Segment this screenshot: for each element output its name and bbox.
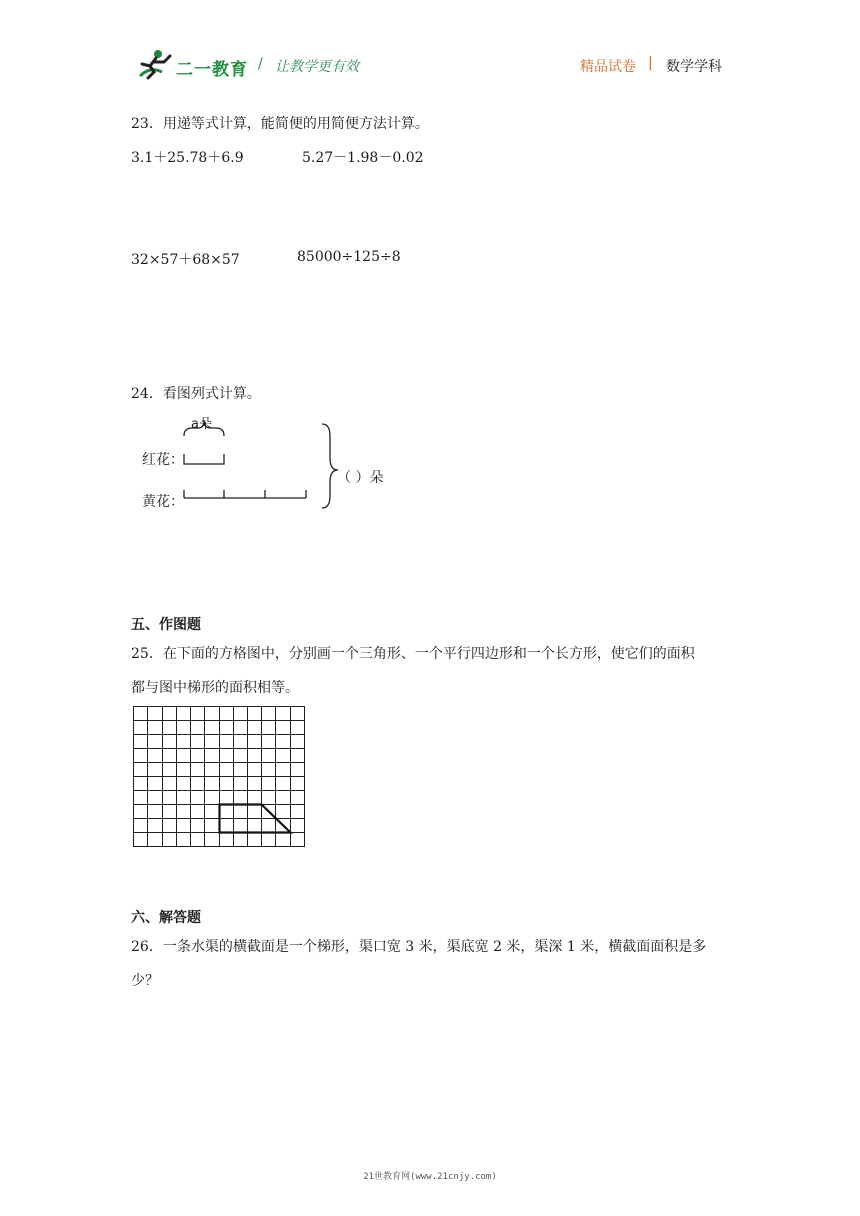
q23-expr-1: 3.1＋25.78＋6.9 — [131, 150, 244, 166]
q25-square-grid — [132, 706, 308, 854]
header-separator: | — [648, 55, 653, 71]
q26-line-1: 26．一条水渠的横截面是一个梯形，渠口宽 3 米，渠底宽 2 米，渠深 1 米，横截面面积是多 — [131, 939, 707, 955]
total-right-brace — [322, 424, 338, 508]
q23-expr-3: 32×57＋68×57 — [131, 252, 240, 268]
slogan: 让教学更有效 — [275, 59, 359, 75]
q23-prompt: 23．用递等式计算，能简便的用简便方法计算。 — [131, 116, 429, 132]
q23-expr-4: 85000÷125÷8 — [297, 249, 401, 265]
section-6-title: 六、解答题 — [131, 910, 201, 926]
q24-top-label: a朵 — [191, 417, 212, 432]
q25-line-2: 都与图中梯形的面积相等。 — [131, 680, 299, 696]
runner-logo-icon — [136, 48, 176, 80]
yellow-segment-ticks — [184, 490, 306, 498]
red-top-brace — [184, 420, 224, 436]
q24-prompt: 24．看图列式计算。 — [131, 386, 261, 402]
red-flower-segment — [184, 454, 224, 464]
section-5-title: 五、作图题 — [131, 617, 201, 633]
q24-bar-diagram — [180, 418, 340, 510]
premium-label: 精品试卷 — [580, 59, 636, 75]
q26-line-2: 少？ — [131, 973, 159, 989]
q23-expr-2: 5.27－1.98－0.02 — [302, 150, 424, 166]
q24-yellow-label: 黄花： — [142, 494, 184, 510]
page-footer: 21世教育网(www.21cnjy.com) — [363, 1172, 497, 1182]
header-slash: / — [258, 56, 263, 72]
q25-line-1: 25．在下面的方格图中，分别画一个三角形、一个平行四边形和一个长方形，使它们的面积 — [131, 646, 695, 662]
subject-label: 数学学科 — [666, 59, 722, 75]
q24-answer-label: （ ）朵 — [337, 470, 384, 486]
logo-text: 二一教育 — [176, 60, 248, 80]
q24-red-label: 红花： — [142, 452, 184, 468]
